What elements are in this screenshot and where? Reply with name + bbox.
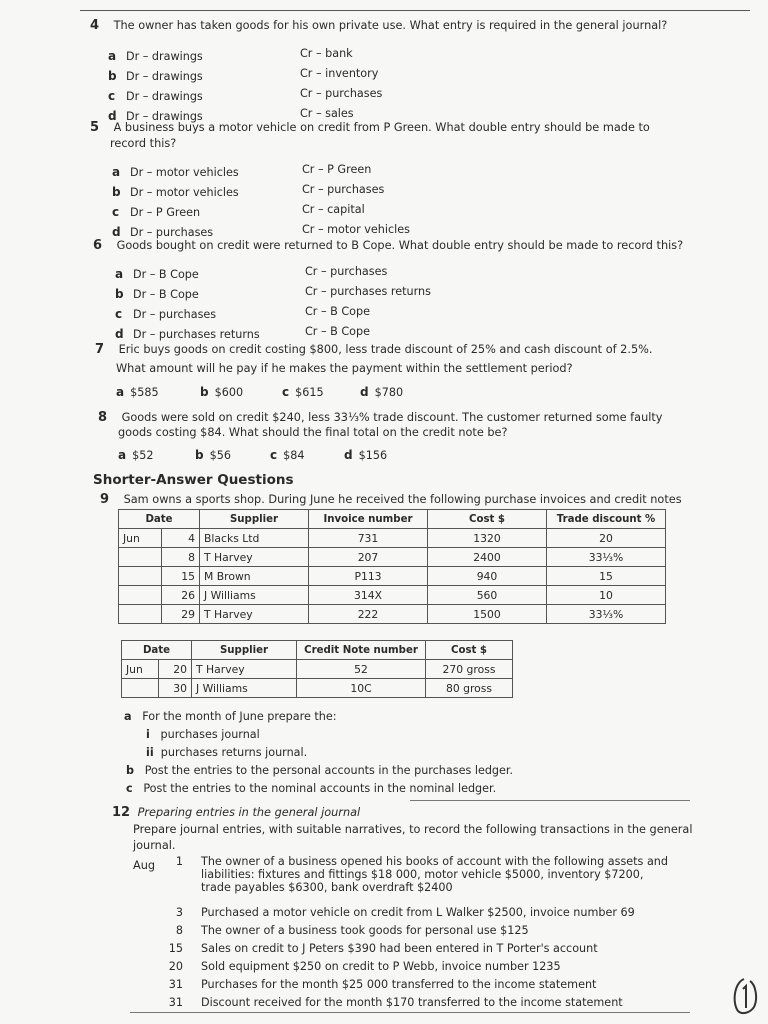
table-row [119, 529, 666, 548]
cell-invoice-number: 731 [309, 529, 428, 548]
entry-text-line: Sold equipment $250 on credit to P Webb, invoice number 1235 [201, 960, 561, 973]
part-letter: i [146, 728, 150, 741]
month-label: Aug [133, 859, 156, 872]
bottom-rule [130, 1012, 690, 1013]
answer-letter: b [200, 385, 209, 399]
part-c [126, 782, 496, 795]
question-text-line1: Goods were sold on credit $240, less 33⅓% trade discount. The customer returned some faulty [121, 411, 663, 424]
entry-text [201, 960, 701, 973]
cell-supplier: T Harvey [200, 605, 309, 624]
cell-supplier: M Brown [200, 567, 309, 586]
entry-text-line: The owner of a business opened his books of account with the following assets and [201, 855, 668, 868]
cell-supplier: J Williams [200, 586, 309, 605]
question-12-text-cont [133, 838, 175, 853]
cell-cost: 80 gross [426, 679, 513, 698]
option-credit: Cr – motor vehicles [302, 223, 410, 236]
cell-supplier: T Harvey [200, 548, 309, 567]
question-text-line2: What amount will he pay if he makes the payment within the settlement period? [116, 362, 573, 375]
answer-b [195, 448, 231, 462]
answer-b [200, 385, 243, 399]
cell-cost: 560 [428, 586, 547, 605]
part-text: Post the entries to the personal accounts in the purchases ledger. [144, 764, 514, 777]
cell-day: 20 [159, 660, 192, 679]
cell-day: 29 [162, 605, 200, 624]
entry-text-line: Sales on credit to J Peters $390 had been entered in T Porter's account [201, 942, 598, 955]
question-9 [100, 492, 682, 507]
cell-supplier: J Williams [192, 679, 297, 698]
column-header-supplier: Supplier [192, 641, 297, 660]
column-header-invoice-number: Invoice number [309, 510, 428, 529]
cell-invoice-number: 207 [309, 548, 428, 567]
option-b [115, 287, 199, 302]
part-a-i [146, 728, 260, 741]
question-12-text [133, 822, 692, 837]
credit-note-table [121, 640, 513, 698]
part-letter: ii [146, 746, 154, 759]
cell-cost: 940 [428, 567, 547, 586]
entry-day: 31 [168, 996, 183, 1009]
part-text: purchases journal [160, 728, 260, 741]
answer-letter: d [344, 448, 353, 462]
entry-text [201, 996, 701, 1009]
invoice-table [118, 509, 666, 624]
option-d [115, 327, 260, 342]
answer-value: $780 [374, 386, 404, 399]
column-header-supplier: Supplier [200, 510, 309, 529]
cell-month [119, 567, 162, 586]
option-b [112, 185, 239, 200]
cell-discount: 33⅓% [547, 605, 666, 624]
cell-cost: 270 gross [426, 660, 513, 679]
part-b [126, 764, 513, 777]
table-row [119, 548, 666, 567]
question-text: Sam owns a sports shop. During June he received the following purchase invoices and credit notes [123, 493, 682, 506]
option-credit: Cr – B Cope [305, 305, 370, 318]
question-number: 6 [93, 238, 103, 253]
option-debit: Dr – purchases [130, 226, 214, 239]
option-letter: c [112, 205, 120, 219]
question-text-line1: Eric buys goods on credit costing $800, less trade discount of 25% and cash discount of 2.5%. [118, 343, 653, 356]
cell-day: 26 [162, 586, 200, 605]
answer-d [360, 385, 403, 399]
question-number: 4 [90, 18, 100, 33]
entry-day: 1 [175, 855, 183, 868]
option-credit: Cr – purchases returns [305, 285, 431, 298]
question-7 [95, 342, 652, 357]
answer-value: $600 [214, 386, 244, 399]
cell-month [119, 586, 162, 605]
entry-text [201, 906, 701, 919]
option-credit: Cr – capital [302, 203, 365, 216]
question-text-line2: goods costing $84. What should the final total on the credit note be? [118, 426, 508, 439]
entry-text-line: Purchased a motor vehicle on credit from L Walker $2500, invoice number 69 [201, 906, 635, 919]
option-debit: Dr – purchases returns [133, 328, 260, 341]
question-number: 12 [112, 805, 131, 820]
option-debit: Dr – motor vehicles [130, 166, 239, 179]
option-debit: Dr – B Cope [133, 288, 199, 301]
question-text: The owner has taken goods for his own private use. What entry is required in the general journal? [113, 19, 668, 32]
entry-text [201, 978, 701, 991]
cell-month [119, 605, 162, 624]
part-text: Post the entries to the nominal accounts in the nominal ledger. [143, 782, 497, 795]
part-text: For the month of June prepare the: [142, 710, 337, 723]
cell-credit-note-number: 10C [297, 679, 426, 698]
cell-credit-note-number: 52 [297, 660, 426, 679]
option-letter: d [112, 225, 121, 239]
cell-day: 4 [162, 529, 200, 548]
section-title: Shorter-Answer Questions [93, 472, 294, 488]
question-8-cont [118, 425, 508, 440]
cell-discount: 15 [547, 567, 666, 586]
answer-value: $585 [130, 386, 159, 399]
divider-rule [410, 800, 690, 801]
option-letter: b [112, 185, 121, 199]
entry-text-line: Discount received for the month $170 transferred to the income statement [201, 996, 623, 1009]
table-header-row [122, 641, 513, 660]
option-credit: Cr – sales [300, 107, 354, 120]
answer-letter: c [270, 448, 278, 462]
option-a [112, 165, 239, 180]
handwritten-page-number [730, 975, 760, 1015]
option-debit: Dr – drawings [126, 110, 203, 123]
option-letter: b [115, 287, 124, 301]
option-letter: b [108, 69, 117, 83]
cell-month: Jun [122, 660, 159, 679]
option-letter: c [115, 307, 123, 321]
entry-day: 31 [168, 978, 183, 991]
option-letter: d [108, 109, 117, 123]
question-5 [90, 120, 650, 135]
entry-text [201, 924, 701, 937]
column-header-cost: Cost $ [426, 641, 513, 660]
answer-value: $52 [132, 449, 154, 462]
cell-month: Jun [119, 529, 162, 548]
option-debit: Dr – drawings [126, 90, 203, 103]
entry-day: 15 [168, 942, 183, 955]
answer-c [282, 385, 324, 399]
table-row [119, 586, 666, 605]
question-6 [93, 238, 683, 253]
option-credit: Cr – B Cope [305, 325, 370, 338]
answer-value: $615 [295, 386, 324, 399]
question-5-cont [110, 136, 176, 151]
question-text-line2: record this? [110, 137, 177, 150]
part-text: purchases returns journal. [160, 746, 308, 759]
option-debit: Dr – drawings [126, 70, 203, 83]
answer-letter: c [282, 385, 290, 399]
option-a [108, 49, 203, 64]
option-credit: Cr – P Green [302, 163, 372, 176]
question-text-line2: journal. [133, 839, 176, 852]
question-text: Goods bought on credit were returned to B Cope. What double entry should be made to record this? [116, 239, 684, 252]
top-rule [80, 10, 750, 11]
answer-c [270, 448, 304, 462]
cell-cost: 1500 [428, 605, 547, 624]
table-row [119, 605, 666, 624]
table-row [122, 660, 513, 679]
option-c [112, 205, 200, 220]
option-b [108, 69, 203, 84]
question-text-line1: A business buys a motor vehicle on credit from P Green. What double entry should be made to [113, 121, 650, 134]
cell-cost: 2400 [428, 548, 547, 567]
cell-month [122, 679, 159, 698]
part-a [124, 710, 337, 723]
part-letter: a [124, 710, 132, 723]
question-number: 9 [100, 492, 110, 507]
option-credit: Cr – purchases [302, 183, 385, 196]
part-a-ii [146, 746, 307, 759]
answer-a [116, 385, 159, 399]
option-credit: Cr – purchases [300, 87, 383, 100]
cell-invoice-number: 314X [309, 586, 428, 605]
entry-text [201, 855, 701, 894]
option-letter: a [115, 267, 124, 281]
option-c [115, 307, 216, 322]
option-credit: Cr – bank [300, 47, 353, 60]
question-number: 7 [95, 342, 105, 357]
answer-a [118, 448, 153, 462]
column-header-trade-discount: Trade discount % [547, 510, 666, 529]
table-row [122, 679, 513, 698]
option-letter: d [115, 327, 124, 341]
option-debit: Dr – purchases [133, 308, 217, 321]
answer-letter: b [195, 448, 204, 462]
question-number: 8 [98, 410, 108, 425]
answer-value: $56 [209, 449, 231, 462]
cell-day: 15 [162, 567, 200, 586]
answer-letter: d [360, 385, 369, 399]
answer-value: $156 [358, 449, 388, 462]
question-12 [112, 805, 360, 820]
question-7-cont [116, 361, 573, 376]
question-number: 5 [90, 120, 100, 135]
entry-day: 8 [175, 924, 183, 937]
answer-letter: a [118, 448, 127, 462]
column-header-credit-note-number: Credit Note number [297, 641, 426, 660]
part-letter: b [126, 764, 135, 777]
option-credit: Cr – purchases [305, 265, 388, 278]
cell-day: 8 [162, 548, 200, 567]
question-4 [90, 18, 667, 33]
cell-discount: 10 [547, 586, 666, 605]
option-credit: Cr – inventory [300, 67, 379, 80]
part-letter: c [126, 782, 133, 795]
option-a [115, 267, 199, 282]
entry-text [201, 942, 701, 955]
option-debit: Dr – drawings [126, 50, 203, 63]
cell-supplier: T Harvey [192, 660, 297, 679]
cell-discount: 20 [547, 529, 666, 548]
column-header-date: Date [122, 641, 192, 660]
column-header-date: Date [119, 510, 200, 529]
cell-day: 30 [159, 679, 192, 698]
cell-invoice-number: P113 [309, 567, 428, 586]
question-text-line1: Prepare journal entries, with suitable narratives, to record the following transactions in the general [133, 823, 693, 836]
column-header-cost: Cost $ [428, 510, 547, 529]
cell-month [119, 548, 162, 567]
option-debit: Dr – motor vehicles [130, 186, 239, 199]
entry-text-line: liabilities: fixtures and fittings $18 000, motor vehicle $5000, inventory $7200, [201, 868, 644, 881]
option-debit: Dr – P Green [130, 206, 201, 219]
cell-invoice-number: 222 [309, 605, 428, 624]
option-letter: a [112, 165, 121, 179]
cell-supplier: Blacks Ltd [200, 529, 309, 548]
entry-text-line: Purchases for the month $25 000 transferred to the income statement [201, 978, 597, 991]
option-c [108, 89, 203, 104]
question-8 [98, 410, 662, 425]
option-letter: a [108, 49, 117, 63]
option-debit: Dr – B Cope [133, 268, 199, 281]
table-row [119, 567, 666, 586]
option-letter: c [108, 89, 116, 103]
entry-text-line: trade payables $6300, bank overdraft $2400 [201, 881, 453, 894]
cell-cost: 1320 [428, 529, 547, 548]
answer-value: $84 [283, 449, 305, 462]
entry-day: 20 [168, 960, 183, 973]
answer-d [344, 448, 387, 462]
entry-day: 3 [175, 906, 183, 919]
question-title: Preparing entries in the general journal [137, 806, 361, 819]
entry-text-line: The owner of a business took goods for personal use $125 [201, 924, 529, 937]
cell-discount: 33⅓% [547, 548, 666, 567]
answer-letter: a [116, 385, 125, 399]
table-header-row [119, 510, 666, 529]
